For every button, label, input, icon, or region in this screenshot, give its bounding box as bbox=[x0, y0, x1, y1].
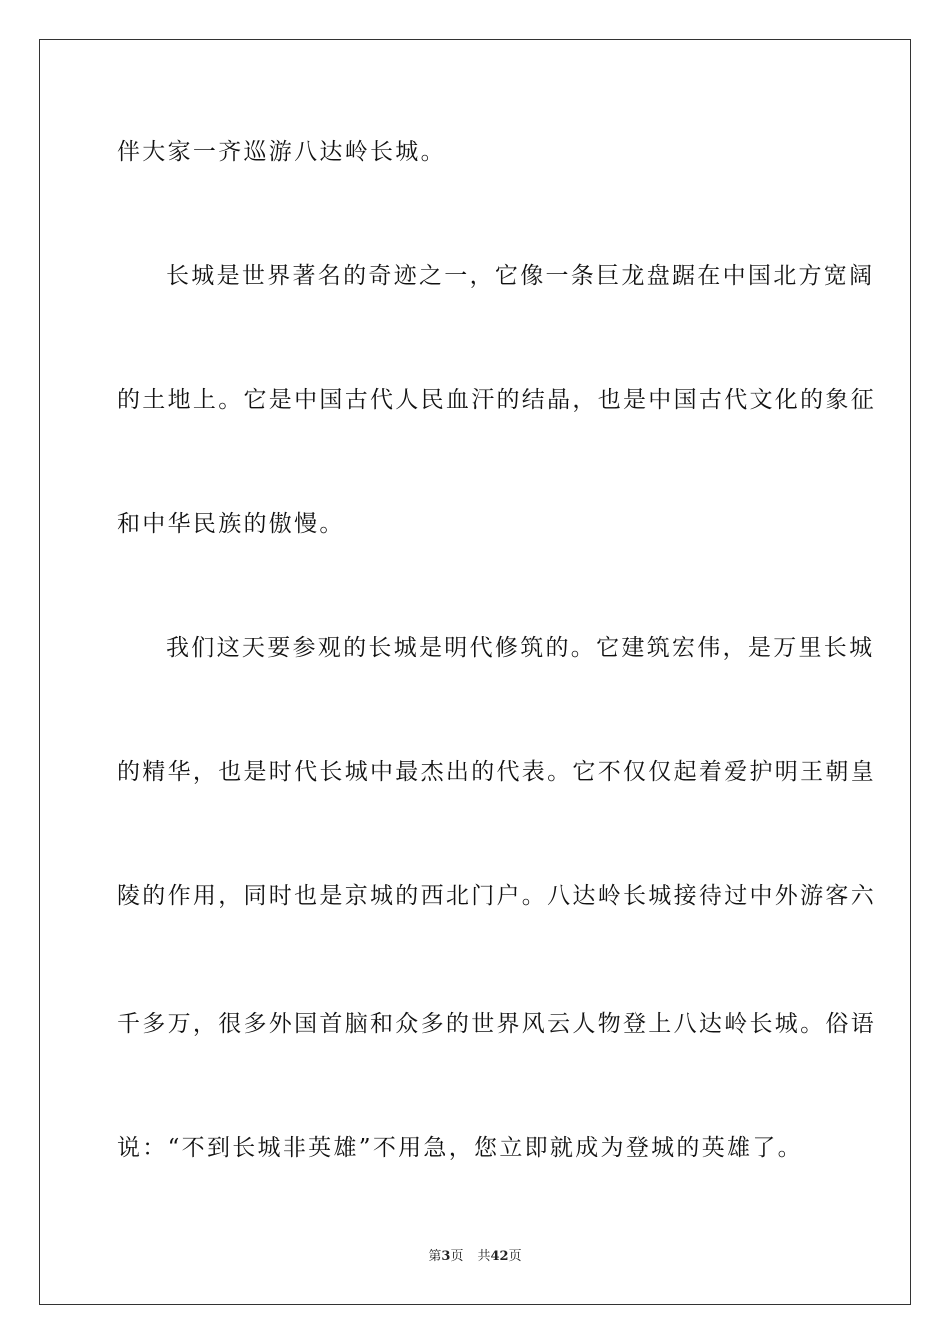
paragraph-3-line-2: 的精华，也是时代长城中最杰出的代表。它不仅仅起着爱护明王朝皇 bbox=[117, 759, 876, 785]
paragraph-3-line-5: 说：“不到长城非英雄”不用急，您立即就成为登城的英雄了。 bbox=[117, 1135, 803, 1161]
page-number: 3 bbox=[441, 1249, 451, 1264]
paragraph-2-line-3: 和中华民族的傲慢。 bbox=[117, 511, 345, 537]
page-footer bbox=[0, 1248, 950, 1266]
total-prefix: 共 bbox=[477, 1249, 491, 1264]
page-border bbox=[39, 39, 911, 1305]
paragraph-1-line-1: 伴大家一齐巡游八达岭长城。 bbox=[117, 139, 446, 165]
paragraph-3-line-3: 陵的作用，同时也是京城的西北门户。八达岭长城接待过中外游客六 bbox=[117, 883, 876, 909]
paragraph-3-line-1: 我们这天要参观的长城是明代修筑的。它建筑宏伟，是万里长城 bbox=[166, 635, 875, 661]
paragraph-2-line-1: 长城是世界著名的奇迹之一，它像一条巨龙盘踞在中国北方宽阔 bbox=[166, 263, 875, 289]
total-pages: 42 bbox=[490, 1249, 509, 1264]
total-suffix: 页 bbox=[508, 1249, 522, 1264]
paragraph-2-line-2: 的土地上。它是中国古代人民血汗的结晶，也是中国古代文化的象征 bbox=[117, 387, 876, 413]
page-prefix: 第 bbox=[428, 1249, 442, 1264]
paragraph-3-line-4: 千多万，很多外国首脑和众多的世界风云人物登上八达岭长城。俗语 bbox=[117, 1011, 876, 1037]
page-suffix: 页 bbox=[450, 1249, 464, 1264]
